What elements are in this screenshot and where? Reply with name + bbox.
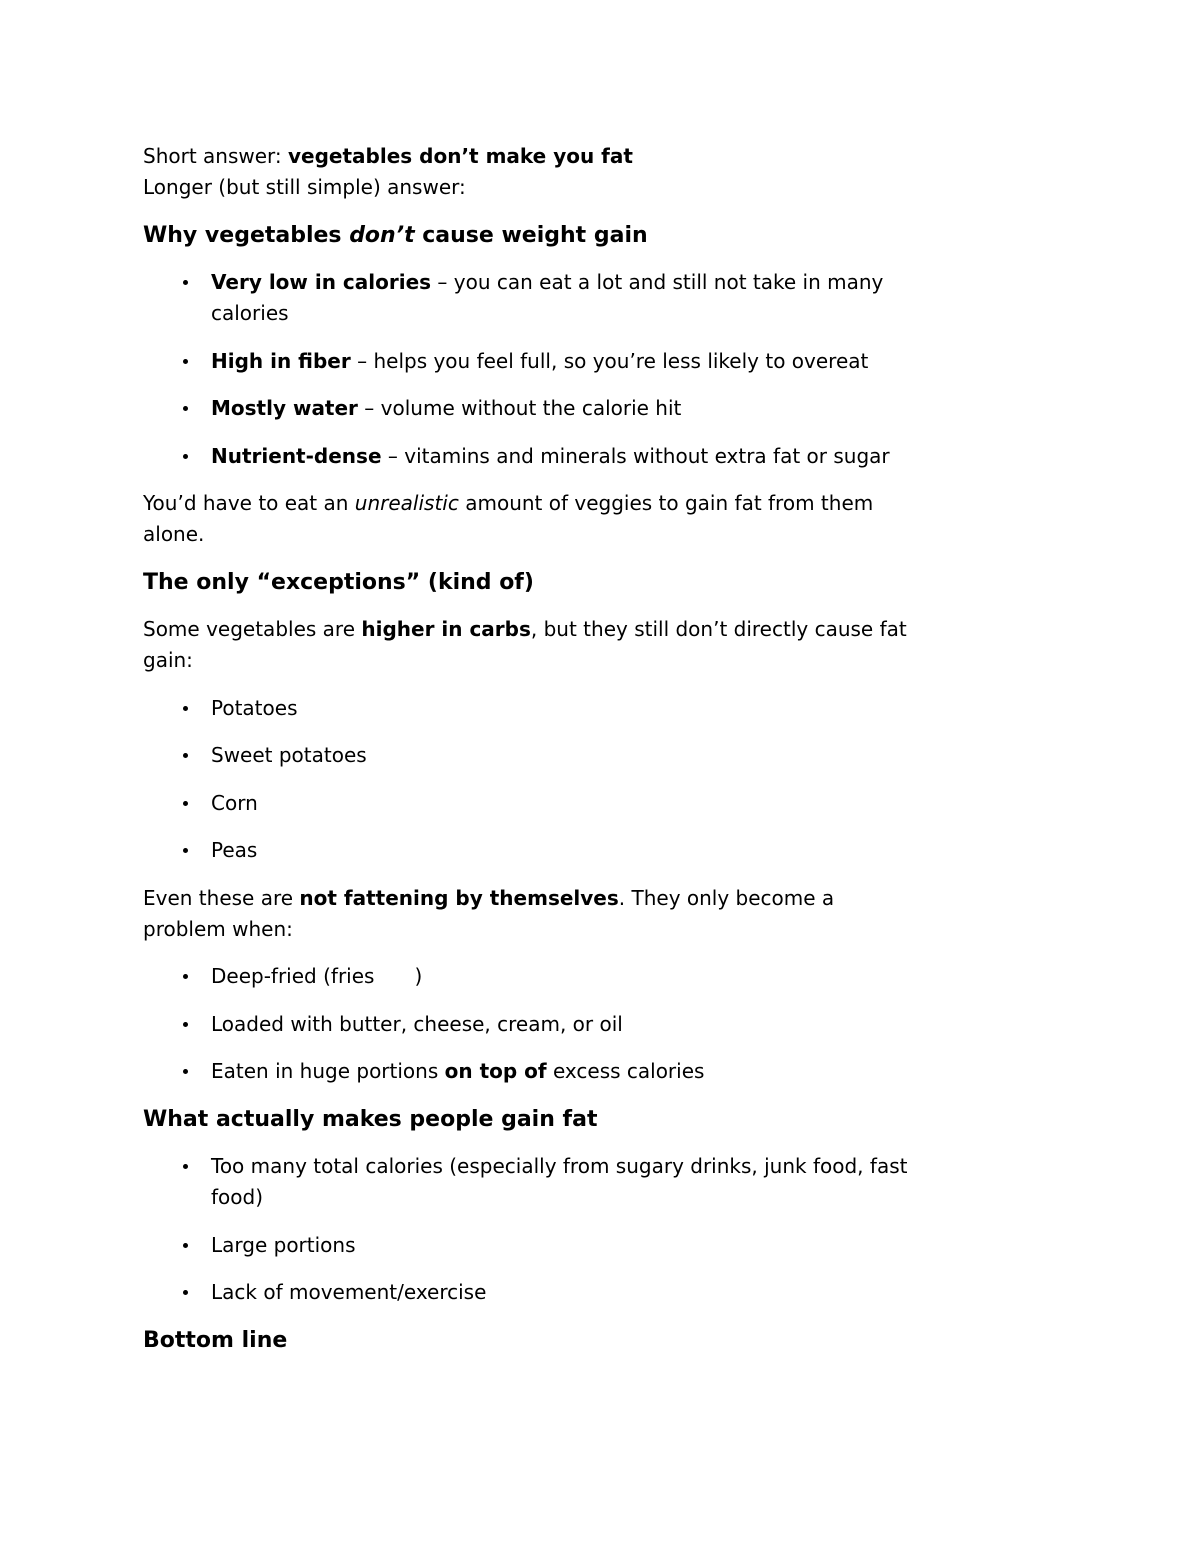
bold-text-segment: High in fiber xyxy=(211,348,351,373)
text-segment: , but they still don’t directly cause fat xyxy=(530,617,907,641)
bold-text-segment: Nutrient-dense xyxy=(211,443,382,468)
text-line: food) xyxy=(211,1185,264,1209)
text-line xyxy=(211,961,1060,992)
text-line: gain: xyxy=(143,648,193,672)
text-line xyxy=(211,393,1060,424)
text-segment: ) xyxy=(414,964,423,988)
heading-line: Bottom line xyxy=(143,1327,288,1353)
text-line: Loaded with butter, cheese, cream, or oil xyxy=(211,1011,623,1036)
bullet-item xyxy=(143,740,1060,771)
bold-text-segment: higher in carbs xyxy=(361,617,531,641)
bullet-item xyxy=(143,1277,1060,1308)
causes-bullet-list xyxy=(143,1151,1060,1308)
bold-text-segment: not fattening by themselves xyxy=(299,885,619,910)
text-segment: Eaten in huge portions xyxy=(211,1059,445,1083)
text-line xyxy=(211,1056,1060,1087)
bold-text-segment: on top of xyxy=(444,1059,547,1083)
exceptions-heading xyxy=(143,567,1060,598)
heading-line: The only “exceptions” (kind of) xyxy=(143,569,534,595)
bullet-item xyxy=(143,1151,1060,1213)
why-bullet-list xyxy=(143,267,1060,472)
text-line: Potatoes xyxy=(211,695,298,720)
text-line: Longer (but still simple) answer: xyxy=(143,175,466,199)
text-segment: . They only become a xyxy=(618,885,835,910)
text-line: Peas xyxy=(211,838,258,862)
bold-text-segment: Very low in calories xyxy=(211,270,432,294)
bullet-item xyxy=(143,441,1060,472)
text-line: Corn xyxy=(211,790,258,815)
text-segment: You’d have to eat an xyxy=(143,491,355,515)
intro-paragraph xyxy=(143,141,1060,203)
bold-text-segment: vegetables don’t make you fat xyxy=(288,144,633,168)
bullet-item xyxy=(143,1230,1060,1261)
text-line xyxy=(211,441,1060,472)
text-line: Large portions xyxy=(211,1232,356,1257)
causes-heading xyxy=(143,1104,1060,1135)
bullet-item xyxy=(143,835,1060,866)
text-line: Sweet potatoes xyxy=(211,743,367,767)
text-segment: – helps you feel full, so you’re less likely to overeat xyxy=(350,348,869,373)
text-line: Too many total calories (especially from sugary drinks, junk food, fast xyxy=(211,1154,908,1178)
bullet-item xyxy=(143,267,1060,329)
problem-bullet-list xyxy=(143,961,1060,1087)
bullet-item xyxy=(143,961,1060,992)
text-segment: – volume without the calorie hit xyxy=(357,396,682,420)
text-segment: Short answer: xyxy=(143,144,289,168)
text-segment: excess calories xyxy=(546,1059,705,1083)
text-segment: amount of veggies to gain fat from them xyxy=(458,491,874,515)
heading-segment: Why vegetables xyxy=(143,222,350,248)
bullet-item xyxy=(143,1056,1060,1087)
bullet-item xyxy=(143,1009,1060,1040)
bold-text-segment: Mostly water xyxy=(211,396,358,420)
text-line xyxy=(143,614,1060,645)
text-segment: – vitamins and minerals without extra fat or sugar xyxy=(381,443,890,468)
exceptions-caveat-paragraph xyxy=(143,883,1060,945)
text-line xyxy=(143,488,1060,519)
text-line: problem when: xyxy=(143,916,293,941)
text-line xyxy=(143,883,1060,914)
italic-text-segment: unrealistic xyxy=(354,491,459,515)
why-heading xyxy=(143,220,1060,251)
text-segment: – you can eat a lot and still not take in many xyxy=(431,270,884,294)
bottom-line-heading xyxy=(143,1325,1060,1356)
text-line: calories xyxy=(211,301,289,325)
text-segment: Some vegetables are xyxy=(143,617,362,641)
exceptions-lead-paragraph xyxy=(143,614,1060,676)
text-line xyxy=(211,346,1060,377)
bullet-item xyxy=(143,693,1060,724)
heading-italic-segment: don’t xyxy=(349,222,415,248)
text-segment: Deep-fried (fries xyxy=(211,964,375,988)
why-closing-paragraph xyxy=(143,488,1060,550)
text-line: alone. xyxy=(143,522,205,546)
heading-line xyxy=(143,220,1060,251)
text-line xyxy=(211,267,1060,298)
text-line: Lack of movement/exercise xyxy=(211,1280,487,1304)
text-line xyxy=(143,141,1060,172)
heading-line: What actually makes people gain fat xyxy=(143,1106,598,1132)
bullet-item xyxy=(143,788,1060,819)
text-segment: Even these are xyxy=(143,885,300,910)
bullet-item xyxy=(143,393,1060,424)
heading-segment: cause weight gain xyxy=(414,222,648,248)
exceptions-bullet-list xyxy=(143,693,1060,867)
bullet-item xyxy=(143,346,1060,377)
